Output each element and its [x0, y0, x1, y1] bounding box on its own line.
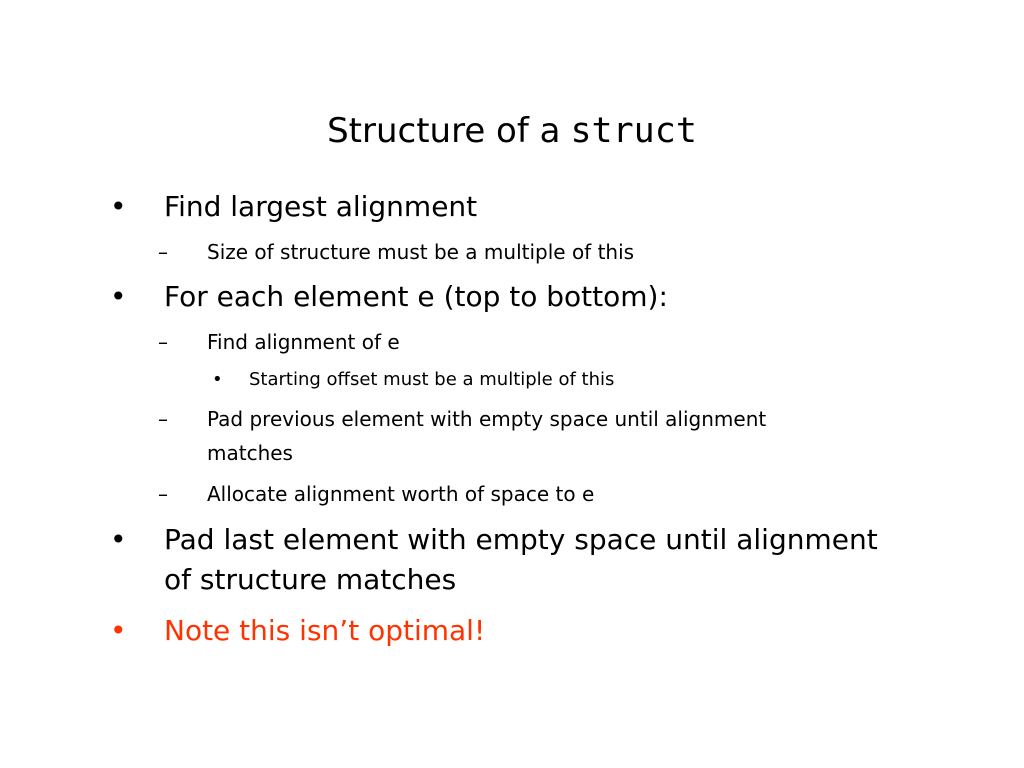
bullet-marker: •	[110, 280, 127, 313]
bullet-note-not-optimal: Note this isn’t optimal!	[164, 614, 486, 647]
slide-title-code: struct	[570, 111, 697, 151]
slide-title	[0, 108, 1024, 154]
sub-sub-bullet-starting-offset: Starting offset must be a multiple of this	[249, 369, 615, 390]
sub-bullet-marker: –	[158, 330, 168, 354]
bullet-pad-last-element-continued: of structure matches	[164, 563, 457, 596]
sub-bullet-find-alignment-of-e: Find alignment of e	[207, 330, 400, 354]
sub-bullet-size-multiple: Size of structure must be a multiple of this	[207, 240, 635, 264]
bullet-marker: •	[110, 190, 127, 223]
bullet-pad-last-element: Pad last element with empty space until alignment	[164, 523, 878, 556]
sub-bullet-marker: –	[158, 240, 168, 264]
bullet-find-largest-alignment: Find largest alignment	[164, 190, 478, 223]
bullet-marker: •	[110, 523, 127, 556]
sub-bullet-marker: –	[158, 407, 168, 431]
bullet-for-each-element: For each element e (top to bottom):	[164, 280, 668, 313]
sub-bullet-allocate-alignment: Allocate alignment worth of space to e	[207, 482, 595, 506]
bullet-marker-highlight: •	[110, 614, 127, 647]
sub-bullet-marker: –	[158, 482, 168, 506]
sub-bullet-pad-previous-continued: matches	[207, 441, 293, 465]
sub-sub-bullet-marker: •	[212, 369, 223, 390]
slide-title-text: Structure of a	[327, 111, 561, 151]
sub-bullet-pad-previous: Pad previous element with empty space until alignment	[207, 407, 767, 431]
